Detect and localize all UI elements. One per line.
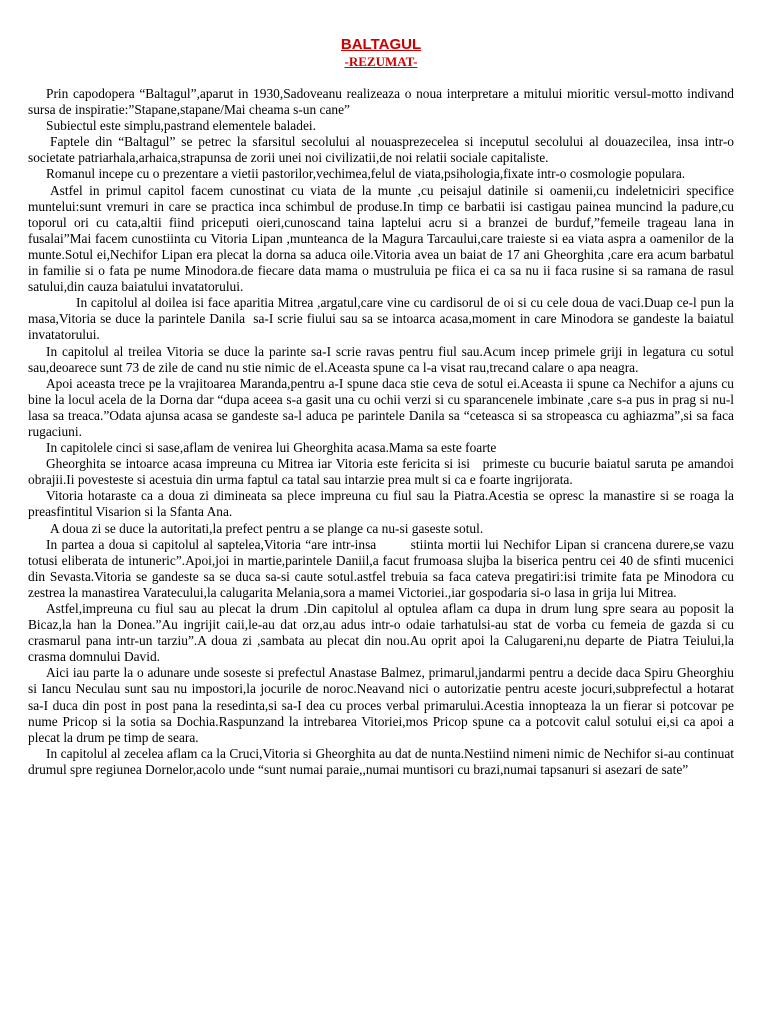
paragraph-piatra: Vitoria hotaraste ca a doua zi dimineata sa plece impreuna cu fiul sau la Piatra.Acestia se opresc la manastire si se roaga la preasfintitul Visarion si la Sfanta Ana. (28, 488, 738, 520)
paragraph-maranda: Apoi aceasta trece pe la vrajitoarea Maranda,pentru a-I spune daca stie ceva de sotul ei.Aceasta ii spune ca Nechifor a ajuns cu bine la locul acela de la Dorna dar “dupa aceea s-a gasit una cu ochii verzi si cu sparancenele imbinate ,care s-a pus in prag si nu-l lasa sa treaca.”Odata ajunsa acasa se gandeste sa-l aduca pe parintele Danila sa “ceteasca si sa stropeasca cu aghiazma”,si sa faca rugaciuni. (28, 375, 738, 439)
document-page (28, 36, 738, 778)
paragraph-setting: Faptele din “Baltagul” se petrec la sfarsitul secolului al nouasprezecelea si inceputul secolului al douazecilea, insa intr-o societate patriarhala,arhaica,strapunsa de zorii unei noi civilizatii,de noi relatii sociale capitaliste. (28, 134, 738, 166)
paragraph-chapter-8: Astfel,impreuna cu fiul sau au plecat la drum .Din capitolul al optulea aflam ca dupa in drum lung spre seara au poposit la Bicaz,la han la Donea.”Au ingrijit caii,le-au dat orz,au adus intr-o odaie tarhatulsi-au stat de vorba cu femeia de gazda si cu crasmarul pana intr-un tarziu”.A doua zi ,sambata au plecat din nou.Au oprit apoi la Calugareni,nu departe de Piatra Teiului,la crasma domnului David. (28, 601, 738, 665)
paragraph-gheorghita-return: Gheorghita se intoarce acasa impreuna cu Mitrea iar Vitoria este fericita si isi primeste cu bucurie baiatul saruta pe amandoi obrajii.Ii povesteste si acestuia din urma faptul ca tatal sau intarzie prea mult si ca e foarte ingrijorata. (28, 456, 738, 488)
document-title: BALTAGUL (340, 36, 422, 53)
paragraph-intro: Prin capodopera “Baltagul”,aparut in 1930,Sadoveanu realizeaza o noua interpretare a mitului mioritic versul-motto indivand sursa de inspiratie:”Stapane,stapane/Mai cheama s-un cane” (28, 86, 738, 118)
paragraph-chapter-7: In partea a doua si capitolul al saptelea,Vitoria “are intr-insa stiinta mortii lui Nechifor Lipan si crancena durere,se vazu totusi eliberata de intuneric”.Apoi,joi in martie,parintele Daniil,a facut frumoasa slujba la biserica pentru cei 40 de sfinti mucenici din Sevasta.Vitoria se gandeste sa se duca sa-si caute sotul.astfel trebuia sa faca cateva pregatiri:isi trimite fata pe Minodora cu zestrea la manastirea Varatecului,la calugarita Melania,sora a mamei Victoriei.,iar gospodaria si-o lasa in grija lui Mitrea. (28, 536, 738, 600)
paragraph-subject: Subiectul este simplu,pastrand elementele baladei. (46, 118, 316, 134)
document-subtitle: -REZUMAT- (344, 54, 418, 69)
paragraph-chapter-2: In capitolul al doilea isi face aparitia Mitrea ,argatul,care vine cu cardisorul de oi si cu cele doua de vaci.Duap ce-l pun la masa,Vitoria se duce la parintele Danila sa-I scrie fiului sau sa se intoarca acasa,moment in care Minodora se gandeste la baiatul invatatorului. (28, 295, 738, 343)
paragraph-novel-start: Romanul incepe cu o prezentare a vietii pastorilor,vechimea,felul de viata,psihologia,fixate intr-o cosmologie populara. (46, 166, 686, 182)
paragraph-adunare: Aici iau parte la o adunare unde soseste si prefectul Anastase Balmez, primarul,jandarmi pentru a decide daca Spiru Gheorghiu si Iancu Neculau sunt sau nu impostori,la jocurile de noroc.Neavand nici o autorizatie pentru aceste jocuri,subprefectul a hotarat sa-I duca din post in post pana la resedinta,si sa-I dea cu proces verbal primarului.Acestia innopteaza la un fierar si potcovar pe nume Pricop si la sotia sa Dochia.Raspunzand la intrebarea Vitoriei,mos Pricop spune ca a potcovit calul sotului ei,si ca apoi a plecat la drum pe timp de seara. (28, 665, 738, 745)
paragraph-chapters-5-6: In capitolele cinci si sase,aflam de venirea lui Gheorghita acasa.Mama sa este foarte (46, 440, 497, 456)
paragraph-chapter-10: In capitolul al zecelea aflam ca la Cruci,Vitoria si Gheorghita au dat de nunta.Nestiind nimeni nimic de Nechifor si-au continuat drumul spre regiunea Dornelor,acolo unde “sunt numai paraie,,numai muntisori cu brazi,numai tapsanuri si asezari de sate” (28, 745, 738, 777)
paragraph-prefect: A doua zi se duce la autoritati,la prefect pentru a se plange ca nu-si gaseste sotul. (50, 520, 484, 536)
paragraph-chapter-3: In capitolul al treilea Vitoria se duce la parinte sa-I scrie ravas pentru fiul sau.Acum incep primele griji in legatura cu sotul sau,deoarece sunt 73 de zile de cand nu stie nimic de el.Aceasta spune ca l-a visat rau,trecand calare o apa neagra. (28, 343, 738, 375)
paragraph-chapter-1: Astfel in primul capitol facem cunostinat cu viata de la munte ,cu peisajul datinile si oamenii,cu indeletniciri specifice muntelui:sunt vremuri in care se practica inca schimbul de produse.In timp ce barbatii isi castigau painea muncind la padure,cu toporul ori cu cata,altii fiind priceputi oieri,cunoscand taina laptelui acru si a branzei de burduf,”femeile trageau lana in fusalai”Mai facem cunostiinta cu Vitoria Lipan ,munteanca de la Magura Tarcaului,care traieste si ea viata aspra a oamenilor de la munte.Sotul ei,Nechifor Lipan era plecat la dorna sa aduca oile.Vitoria avea un baiat de 17 ani Gheorghita ,care era acum barbatul in familie si o fata pe nume Minodora.de fiecare data mama o mustruluia pe fiica ei ca sa nu ii faca rusine si sa ramana de rasul satului,din cauza baiatului invatatorului. (28, 182, 738, 295)
